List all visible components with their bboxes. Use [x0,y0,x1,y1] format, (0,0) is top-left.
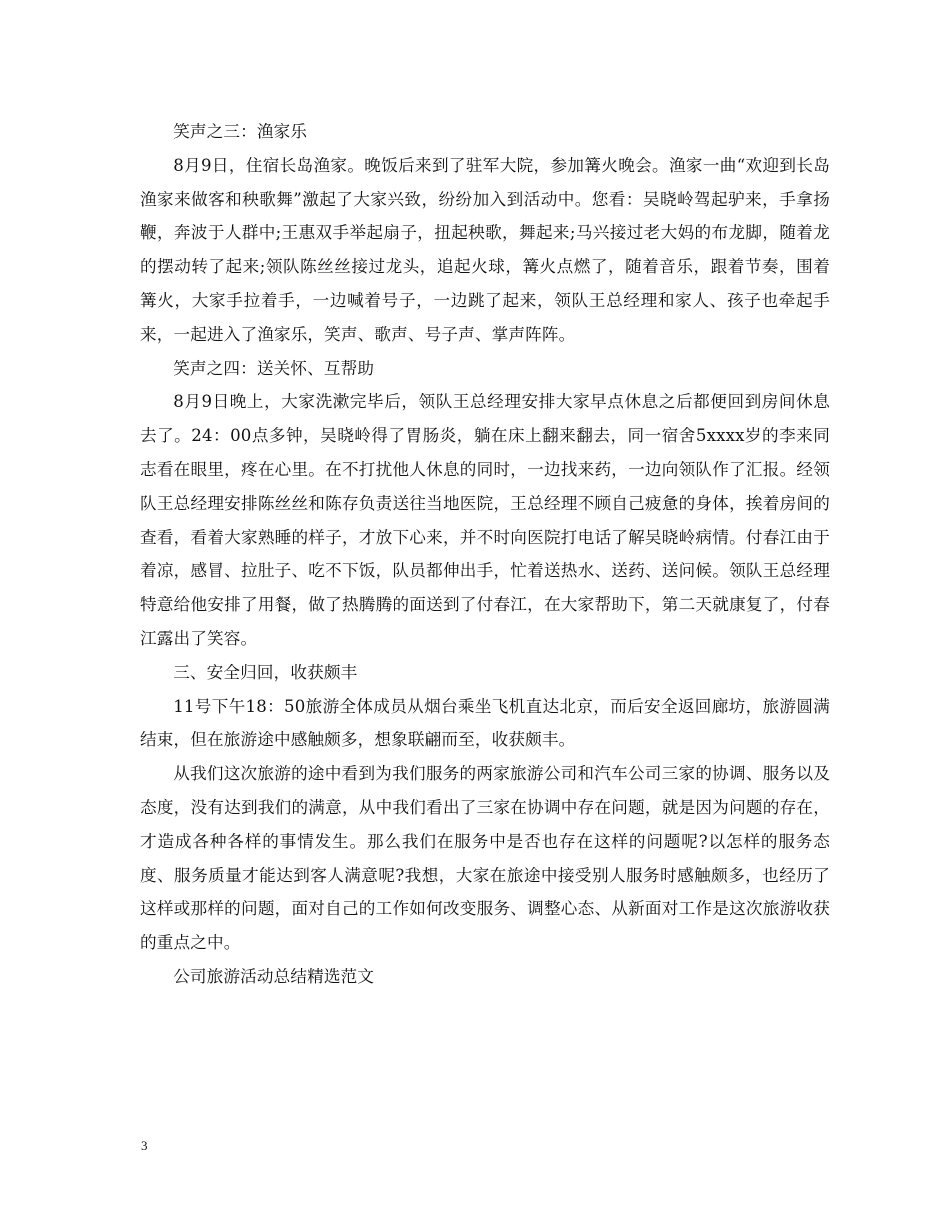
section-heading-summary-title: 公司旅游活动总结精选范文 [173,966,375,986]
document-body [140,115,830,994]
section-heading-care-and-help: 笑声之四：送关怀、互帮助 [173,358,375,378]
paragraph-illness-care: 8月9日晚上，大家洗漱完毕后，领队王总经理安排大家早点休息之后都便回到房间休息去了。24：00点多钟，吴晓岭得了胃肠炎，躺在床上翻来翻去，同一宿舍5xxxx岁的李来同志看在眼里，疼在心里。在不打扰他人休息的同时，一边找来药，一边向领队作了汇报。经领队王总经理安排陈丝丝和陈存负责送往当地医院，王总经理不顾自己疲惫的身体，挨着房间的查看，看着大家熟睡的样子，才放下心来，并不时向医院打电话了解吴晓岭病情。付春江由于着凉，感冒、拉肚子、吃不下饭，队员都伸出手，忙着送热水、送药、送问候。领队王总经理特意给他安排了用餐，做了热腾腾的面送到了付春江，在大家帮助下，第二天就康复了，付春江露出了笑容。 [140,392,830,648]
paragraph-return-trip: 11号下午18：50旅游全体成员从烟台乘坐飞机直达北京，而后安全返回廊坊，旅游圆满结束，但在旅游途中感触颇多，想象联翩而至，收获颇丰。 [140,696,830,750]
section-heading-safe-return: 三、安全归回，收获颇丰 [173,662,358,682]
paragraph-service-reflection: 从我们这次旅游的途中看到为我们服务的两家旅游公司和汽车公司三家的协调、服务以及态度，没有达到我们的满意，从中我们看出了三家在协调中存在问题，就是因为问题的存在，才造成各种各样的事情发生。那么我们在服务中是否也存在这样的问题呢?以怎样的服务态度、服务质量才能达到客人满意呢?我想，大家在旅途中接受别人服务时感触颇多，也经历了这样或那样的问题，面对自己的工作如何改变服务、调整心态、从新面对工作是这次旅游收获的重点之中。 [140,764,830,953]
paragraph-bonfire-party: 8月9日，住宿长岛渔家。晚饭后来到了驻军大院，参加篝火晚会。渔家一曲“欢迎到长岛渔家来做客和秧歌舞”激起了大家兴致，纷纷加入到活动中。您看：吴晓岭驾起驴来，手拿扬鞭，奔波于人群中;王惠双手举起扇子，扭起秧歌，舞起来;马兴接过老大妈的布龙脚，随着龙的摆动转了起来;领队陈丝丝接过龙头，追起火球，篝火点燃了，随着音乐，跟着节奏，围着篝火，大家手拉着手，一边喊着号子，一边跳了起来，领队王总经理和家人、孩子也牵起手来，一起进入了渔家乐，笑声、歌声、号子声、掌声阵阵。 [140,155,830,344]
page-number: 3 [141,1138,148,1153]
section-heading-fishing-family-joy: 笑声之三：渔家乐 [173,122,308,141]
